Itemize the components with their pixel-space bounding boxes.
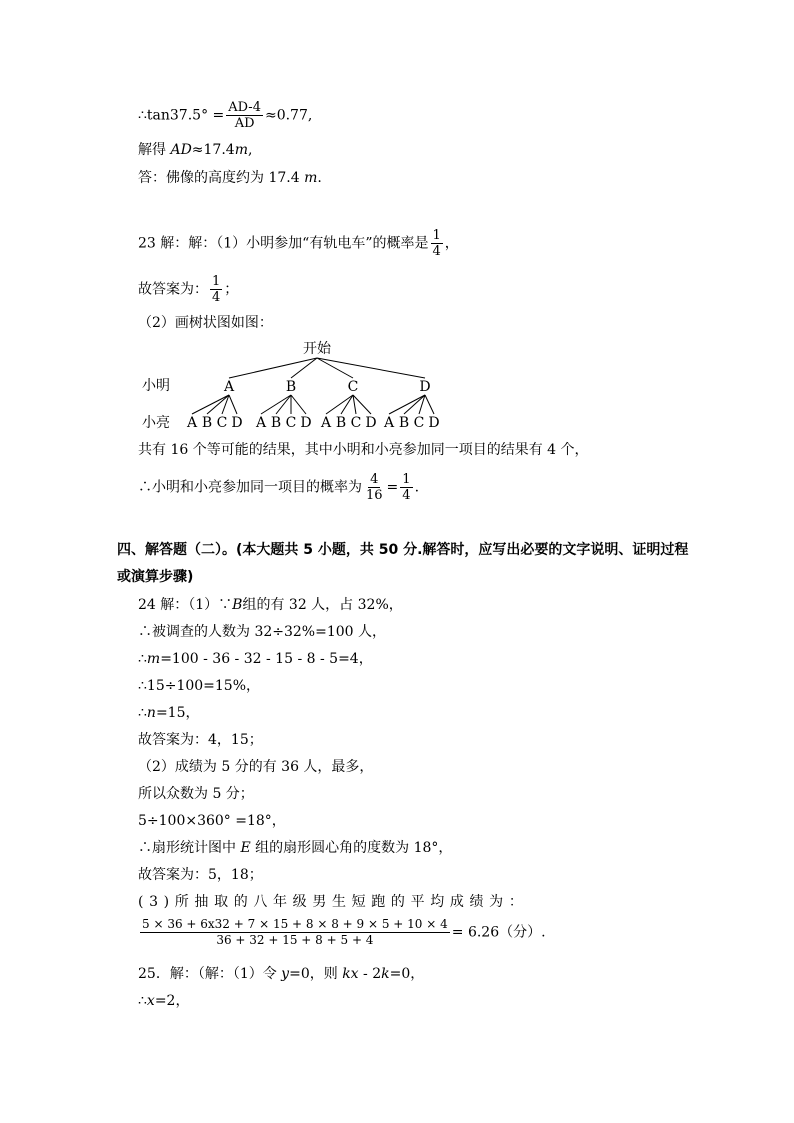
tree-node-l2-BB: B xyxy=(270,415,282,431)
q24-10a: ∴扇形统计图中 xyxy=(138,840,241,856)
tree-node-l2-AB: B xyxy=(201,415,213,431)
prob-num2: 1 xyxy=(402,472,411,487)
q23-num: 1 xyxy=(432,228,441,243)
q24-line11: 故答案为：5，18； xyxy=(138,867,263,883)
tree-node-l1-C: C xyxy=(347,379,359,395)
tree-label-xiaoming: 小明 xyxy=(142,378,170,394)
q25-1v3: k xyxy=(381,966,390,982)
tree-branch-root-D xyxy=(317,358,425,378)
prob-end: . xyxy=(414,479,420,496)
q25-line2 xyxy=(138,992,189,1010)
tan-denominator: AD xyxy=(234,116,255,131)
tree-branch-D-D xyxy=(425,395,434,414)
ans1-prefix: 故答案为： xyxy=(138,281,208,298)
tan-equation xyxy=(138,100,312,131)
tree-node-l2-CB: B xyxy=(335,415,347,431)
result-line: 共有 16 个等可能的结果，其中小明和小亮参加同一项目的结果有 4 个， xyxy=(138,442,589,458)
q24-line4: ∴15÷100=15%， xyxy=(138,678,261,694)
q25-1d: =0， xyxy=(389,966,425,982)
q24-10v: E xyxy=(240,840,251,856)
q23-end: ， xyxy=(444,235,459,252)
ans1-line xyxy=(138,274,238,305)
ans1-end: ； xyxy=(224,281,239,298)
q24-line1 xyxy=(138,596,403,614)
q24-line12: ( 3 ) 所 抽 取 的 八 年 级 男 生 短 跑 的 平 均 成 绩 为 ： xyxy=(138,894,524,910)
ans1-fraction xyxy=(210,274,222,305)
tree-branch-B-D xyxy=(291,395,306,414)
q24-line10 xyxy=(138,839,452,857)
q25-1v1: y xyxy=(281,966,290,982)
prob-num1: 4 xyxy=(370,472,379,487)
q24-1v: B xyxy=(232,597,243,613)
q24-avg-den: 36 + 32 + 15 + 8 + 5 + 4 xyxy=(216,933,374,947)
tree-node-l2-DB: B xyxy=(398,415,410,431)
tree-branch-A-D xyxy=(229,395,237,414)
q25-2b: =2， xyxy=(154,993,190,1009)
q24-line3 xyxy=(138,650,373,668)
solve-var: AD xyxy=(170,142,192,158)
q24-line9: 5÷100×360° =18°， xyxy=(138,813,286,829)
q24-5v: n xyxy=(146,705,156,721)
tree-nodes xyxy=(186,379,440,431)
ans1-den: 4 xyxy=(212,290,221,305)
tree-node-l1-D: D xyxy=(419,379,431,395)
q24-10b: 组的扇形圆心角的度数为 18°， xyxy=(250,840,453,856)
section-title-line1: 四、解答题（二）。(本大题共 5 小题，共 50 分.解答时，应写出必要的文字说明、证明过程 xyxy=(117,542,689,558)
tree-node-l2-BA: A xyxy=(255,415,267,431)
tree-node-l2-AD: D xyxy=(231,415,243,431)
q24-3a: ∴ xyxy=(138,651,147,667)
q24-avg-res: = 6.26（分）. xyxy=(451,924,546,941)
tree-node-l2-AC: C xyxy=(216,415,228,431)
tree-label-xiaoliang: 小亮 xyxy=(142,415,170,431)
tree-node-l2-DD: D xyxy=(428,415,440,431)
prob-den1: 16 xyxy=(366,488,383,503)
q24-line6: 故答案为：4，15； xyxy=(138,732,263,748)
q24-3v: m xyxy=(146,651,161,667)
answer-line xyxy=(138,169,322,187)
solve-mid: ≈17.4 xyxy=(191,142,235,158)
q24-5b: =15， xyxy=(155,705,200,721)
q24-1a: 24 解：（1）∵ xyxy=(138,597,233,613)
q24-line7: （2）成绩为 5 分的有 36 人，最多， xyxy=(138,759,374,775)
q23-fraction xyxy=(431,228,443,259)
tree-diagram xyxy=(135,338,475,433)
tree-node-l1-B: B xyxy=(285,379,297,395)
tree-intro: （2）画树状图如图： xyxy=(138,315,273,331)
tree-node-l2-CC: C xyxy=(350,415,362,431)
tree-node-l2-AA: A xyxy=(186,415,198,431)
q23-den: 4 xyxy=(432,244,441,259)
q23-line xyxy=(138,228,459,259)
solve-prefix: 解得 xyxy=(138,142,171,158)
q24-line5 xyxy=(138,704,200,722)
q24-3b: =100 - 36 - 32 - 15 - 8 - 5=4， xyxy=(160,651,373,667)
q25-1a: 25．解：（解：（1）令 xyxy=(138,966,282,982)
tree-node-l2-DC: C xyxy=(413,415,425,431)
solve-unit: m xyxy=(234,142,248,158)
q23-prefix: 23 解：解：（1）小明参加“有轨电车”的概率是 xyxy=(138,235,429,252)
tree-branch-B-A xyxy=(261,395,291,414)
prob-fraction-1 xyxy=(364,472,385,503)
q24-average xyxy=(138,917,546,948)
q25-1v2: kx xyxy=(342,966,359,982)
tan-prefix: ∴tan37.5° = xyxy=(138,107,225,124)
tree-root: 开始 xyxy=(303,341,331,357)
answer-end: . xyxy=(317,170,322,186)
q24-line8: 所以众数为 5 分； xyxy=(138,786,254,802)
prob-den2: 4 xyxy=(402,488,411,503)
q25-1b: =0，则 xyxy=(289,966,343,982)
tree-node-l2-CD: D xyxy=(365,415,377,431)
prob-fraction-2 xyxy=(400,472,412,503)
tree-node-l1-A: A xyxy=(223,379,235,395)
q25-2a: ∴ xyxy=(138,993,147,1009)
tree-branch-C-B xyxy=(341,395,353,414)
tree-branch-C-A xyxy=(326,395,353,414)
q24-line2: ∴被调查的人数为 32÷32%=100 人， xyxy=(138,624,387,640)
ans1-num: 1 xyxy=(212,274,221,289)
probability-line xyxy=(138,472,419,503)
q25-1c: - 2 xyxy=(358,966,382,982)
tree-node-l2-CA: A xyxy=(320,415,332,431)
q24-1b: 组的有 32 人，占 32%， xyxy=(242,597,403,613)
section-title-line2: 或演算步骤) xyxy=(117,569,194,585)
tree-node-l2-DA: A xyxy=(383,415,395,431)
tan-numerator: AD-4 xyxy=(228,100,261,115)
tan-fraction xyxy=(226,100,263,131)
q24-avg-num: 5 × 36 + 6x32 + 7 × 15 + 8 × 8 + 9 × 5 + 10 × 4 xyxy=(142,917,448,931)
q24-avg-fraction xyxy=(140,917,450,948)
tree-branch-B-B xyxy=(276,395,291,414)
solve-line xyxy=(138,141,252,159)
answer-unit: m xyxy=(304,170,318,186)
q25-2v: x xyxy=(146,993,155,1009)
answer-prefix: 答：佛像的高度约为 17.4 xyxy=(138,170,305,186)
solve-end: , xyxy=(247,142,253,158)
q25-line1 xyxy=(138,965,424,983)
prob-eq: = xyxy=(386,479,399,496)
tan-suffix: ≈0.77, xyxy=(264,107,313,124)
q24-5a: ∴ xyxy=(138,705,147,721)
prob-prefix: ∴小明和小亮参加同一项目的概率为 xyxy=(138,479,362,496)
tree-node-l2-BC: C xyxy=(285,415,297,431)
tree-node-l2-BD: D xyxy=(300,415,312,431)
